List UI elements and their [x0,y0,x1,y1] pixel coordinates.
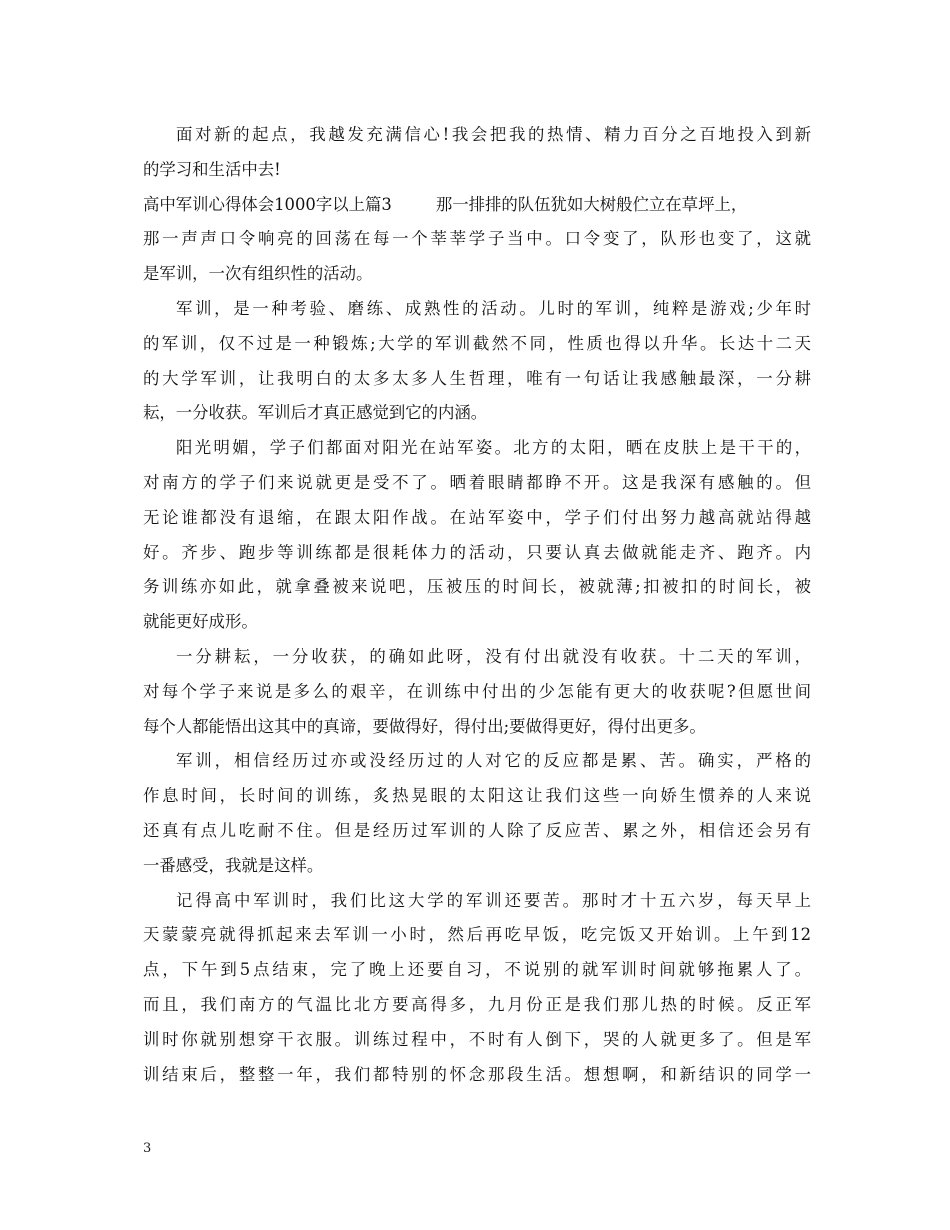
text-line: 阳光明媚，学子们都面对阳光在站军姿。北方的太阳，晒在皮肤上是干干的， [176,438,811,458]
text-line: 还真有点儿吃耐不住。但是经历过军训的人除了反应苦、累之外，相信还会另有 [143,820,811,840]
section-heading: 高中军训心得体会1000字以上篇3 [143,194,392,214]
text-line: 的学习和生活中去! [143,159,281,179]
text-line: 就能更好成形。 [143,612,258,632]
text-line: 面对新的起点，我越发充满信心!我会把我的热情、精力百分之百地投入到新 [176,125,811,144]
text-line: 作息时间，长时间的训练，炙热晃眼的太阳这让我们这些一向娇生惯养的人来说 [143,786,811,806]
text-line: 耘，一分收获。军训后才真正感觉到它的内涵。 [143,403,488,423]
text-line: 一分耕耘，一分收获，的确如此呀，没有付出就没有收获。十二天的军训， [176,646,811,666]
text-line: 军训，是一种考验、磨练、成熟性的活动。儿时的军训，纯粹是游戏;少年时 [176,298,811,318]
text-line: 那一声声口令响亮的回荡在每一个莘莘学子当中。口令变了，队形也变了，这就 [143,229,811,249]
text-line: 一番感受，我就是这样。 [143,855,324,875]
text-line: 天蒙蒙亮就得抓起来去军训一小时，然后再吃早饭，吃完饭又开始训。上午到12 [143,925,811,945]
page-number: 3 [143,1141,152,1156]
text-line: 训时你就别想穿干衣服。训练过程中，不时有人倒下，哭的人就更多了。但是军 [143,1029,811,1049]
text-line: 务训练亦如此，就拿叠被来说吧，压被压的时间长，被就薄;扣被扣的时间长，被 [143,577,811,597]
document-body [143,118,811,1092]
text-line: 无论谁都没有退缩，在跟太阳作战。在站军姿中，学子们付出努力越高就站得越 [143,507,811,527]
text-line: 的军训，仅不过是一种锻炼;大学的军训截然不同，性质也得以升华。长达十二天 [143,333,811,353]
text-line: 好。齐步、跑步等训练都是很耗体力的活动，只要认真去做就能走齐、跑齐。内 [143,542,811,562]
text-line: 记得高中军训时，我们比这大学的军训还要苦。那时才十五六岁，每天早上 [176,890,811,910]
line-text: 那一排排的队伍犹如大树般伫立在草坪上， [435,194,748,214]
text-line: 点，下午到5点结束，完了晚上还要自习，不说别的就军训时间就够拖累人了。 [143,960,811,980]
heading-line [143,188,811,223]
text-line: 对每个学子来说是多么的艰辛，在训练中付出的少怎能有更大的收获呢?但愿世间 [143,681,811,701]
text-line: 是军训，一次有组织性的活动。 [143,264,373,284]
text-line: 对南方的学子们来说就更是受不了。晒着眼睛都睁不开。这是我深有感触的。但 [143,472,811,492]
text-line: 每个人都能悟出这其中的真谛，要做得好，得付出;要做得更好，得付出更多。 [143,716,706,736]
text-line: 而且，我们南方的气温比北方要高得多，九月份正是我们那儿热的时候。反正军 [143,994,811,1014]
text-line: 的大学军训，让我明白的太多太多人生哲理，唯有一句话让我感触最深，一分耕 [143,368,811,388]
text-line: 军训，相信经历过亦或没经历过的人对它的反应都是累、苦。确实，严格的 [176,751,811,771]
text-line: 训结束后，整整一年，我们都特别的怀念那段生活。想想啊，和新结识的同学一 [143,1064,811,1084]
